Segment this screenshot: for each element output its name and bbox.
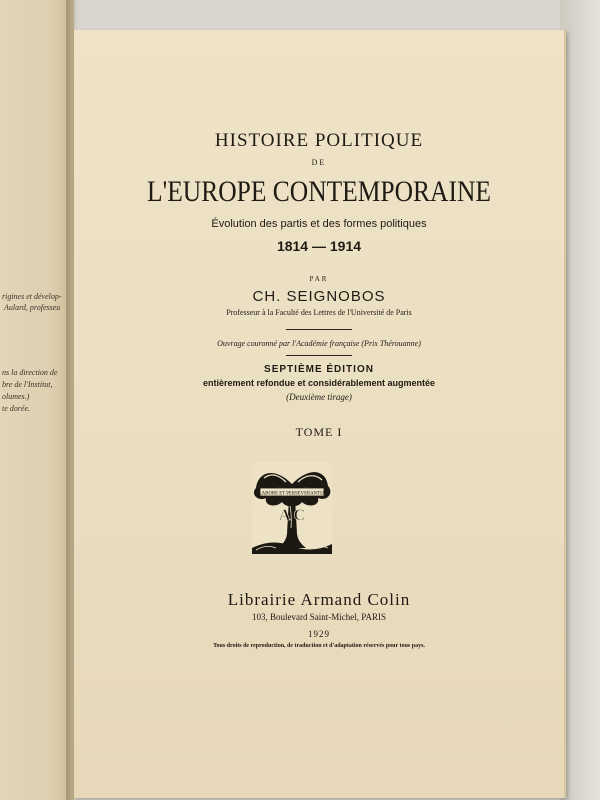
title-page bbox=[74, 30, 566, 798]
left-page bbox=[0, 0, 74, 800]
publication-year: 1929 bbox=[308, 629, 330, 639]
years: 1814 — 1914 bbox=[276, 238, 362, 254]
left-page-line: ns la direction de bbox=[2, 368, 58, 377]
publisher-name: Librairie Armand Colin bbox=[227, 590, 411, 609]
title-line-1: HISTOIRE POLITIQUE bbox=[214, 130, 424, 151]
divider-rule bbox=[286, 355, 352, 356]
title-de: DE bbox=[311, 158, 327, 167]
emblem-motto: LABORE ET PERSEVERANTIA bbox=[258, 491, 326, 497]
author-affiliation: Professeur à la Faculté des Lettres de l'Université de Paris bbox=[226, 308, 412, 317]
emblem-letters: A C bbox=[278, 507, 306, 524]
subtitle: Évolution des partis et des formes politiques bbox=[211, 218, 427, 230]
edition: SEPTIÈME ÉDITION bbox=[264, 364, 374, 375]
publisher-emblem-icon bbox=[252, 462, 332, 554]
revision-note: entièrement refondue et considérablement augmentée bbox=[202, 378, 436, 388]
printing-note: (Deuxième tirage) bbox=[286, 392, 352, 402]
divider-rule bbox=[286, 329, 352, 330]
tome-label: TOME I bbox=[295, 425, 343, 439]
left-page-line: rigines et dévelop- bbox=[2, 292, 62, 301]
title-line-2: L'EUROPE CONTEMPORAINE bbox=[147, 175, 491, 208]
left-page-line: olumes.) bbox=[2, 392, 30, 401]
award-note: Ouvrage couronné par l'Académie française (Prix Thérouanne) bbox=[217, 339, 421, 348]
background-surface bbox=[560, 0, 600, 800]
left-page-line: Aulard, professeu bbox=[4, 303, 61, 312]
left-page-line: te dorée. bbox=[2, 404, 30, 413]
rights-notice: Tous droits de reproduction, de traduction et d'adaptation réservés pour tous pays. bbox=[213, 643, 425, 649]
par-label: PAR bbox=[309, 275, 329, 283]
left-page-line: bre de l'Institut, bbox=[2, 380, 53, 389]
publisher-address: 103, Boulevard Saint-Michel, PARIS bbox=[252, 612, 386, 622]
author-name: CH. SEIGNOBOS bbox=[252, 288, 386, 305]
